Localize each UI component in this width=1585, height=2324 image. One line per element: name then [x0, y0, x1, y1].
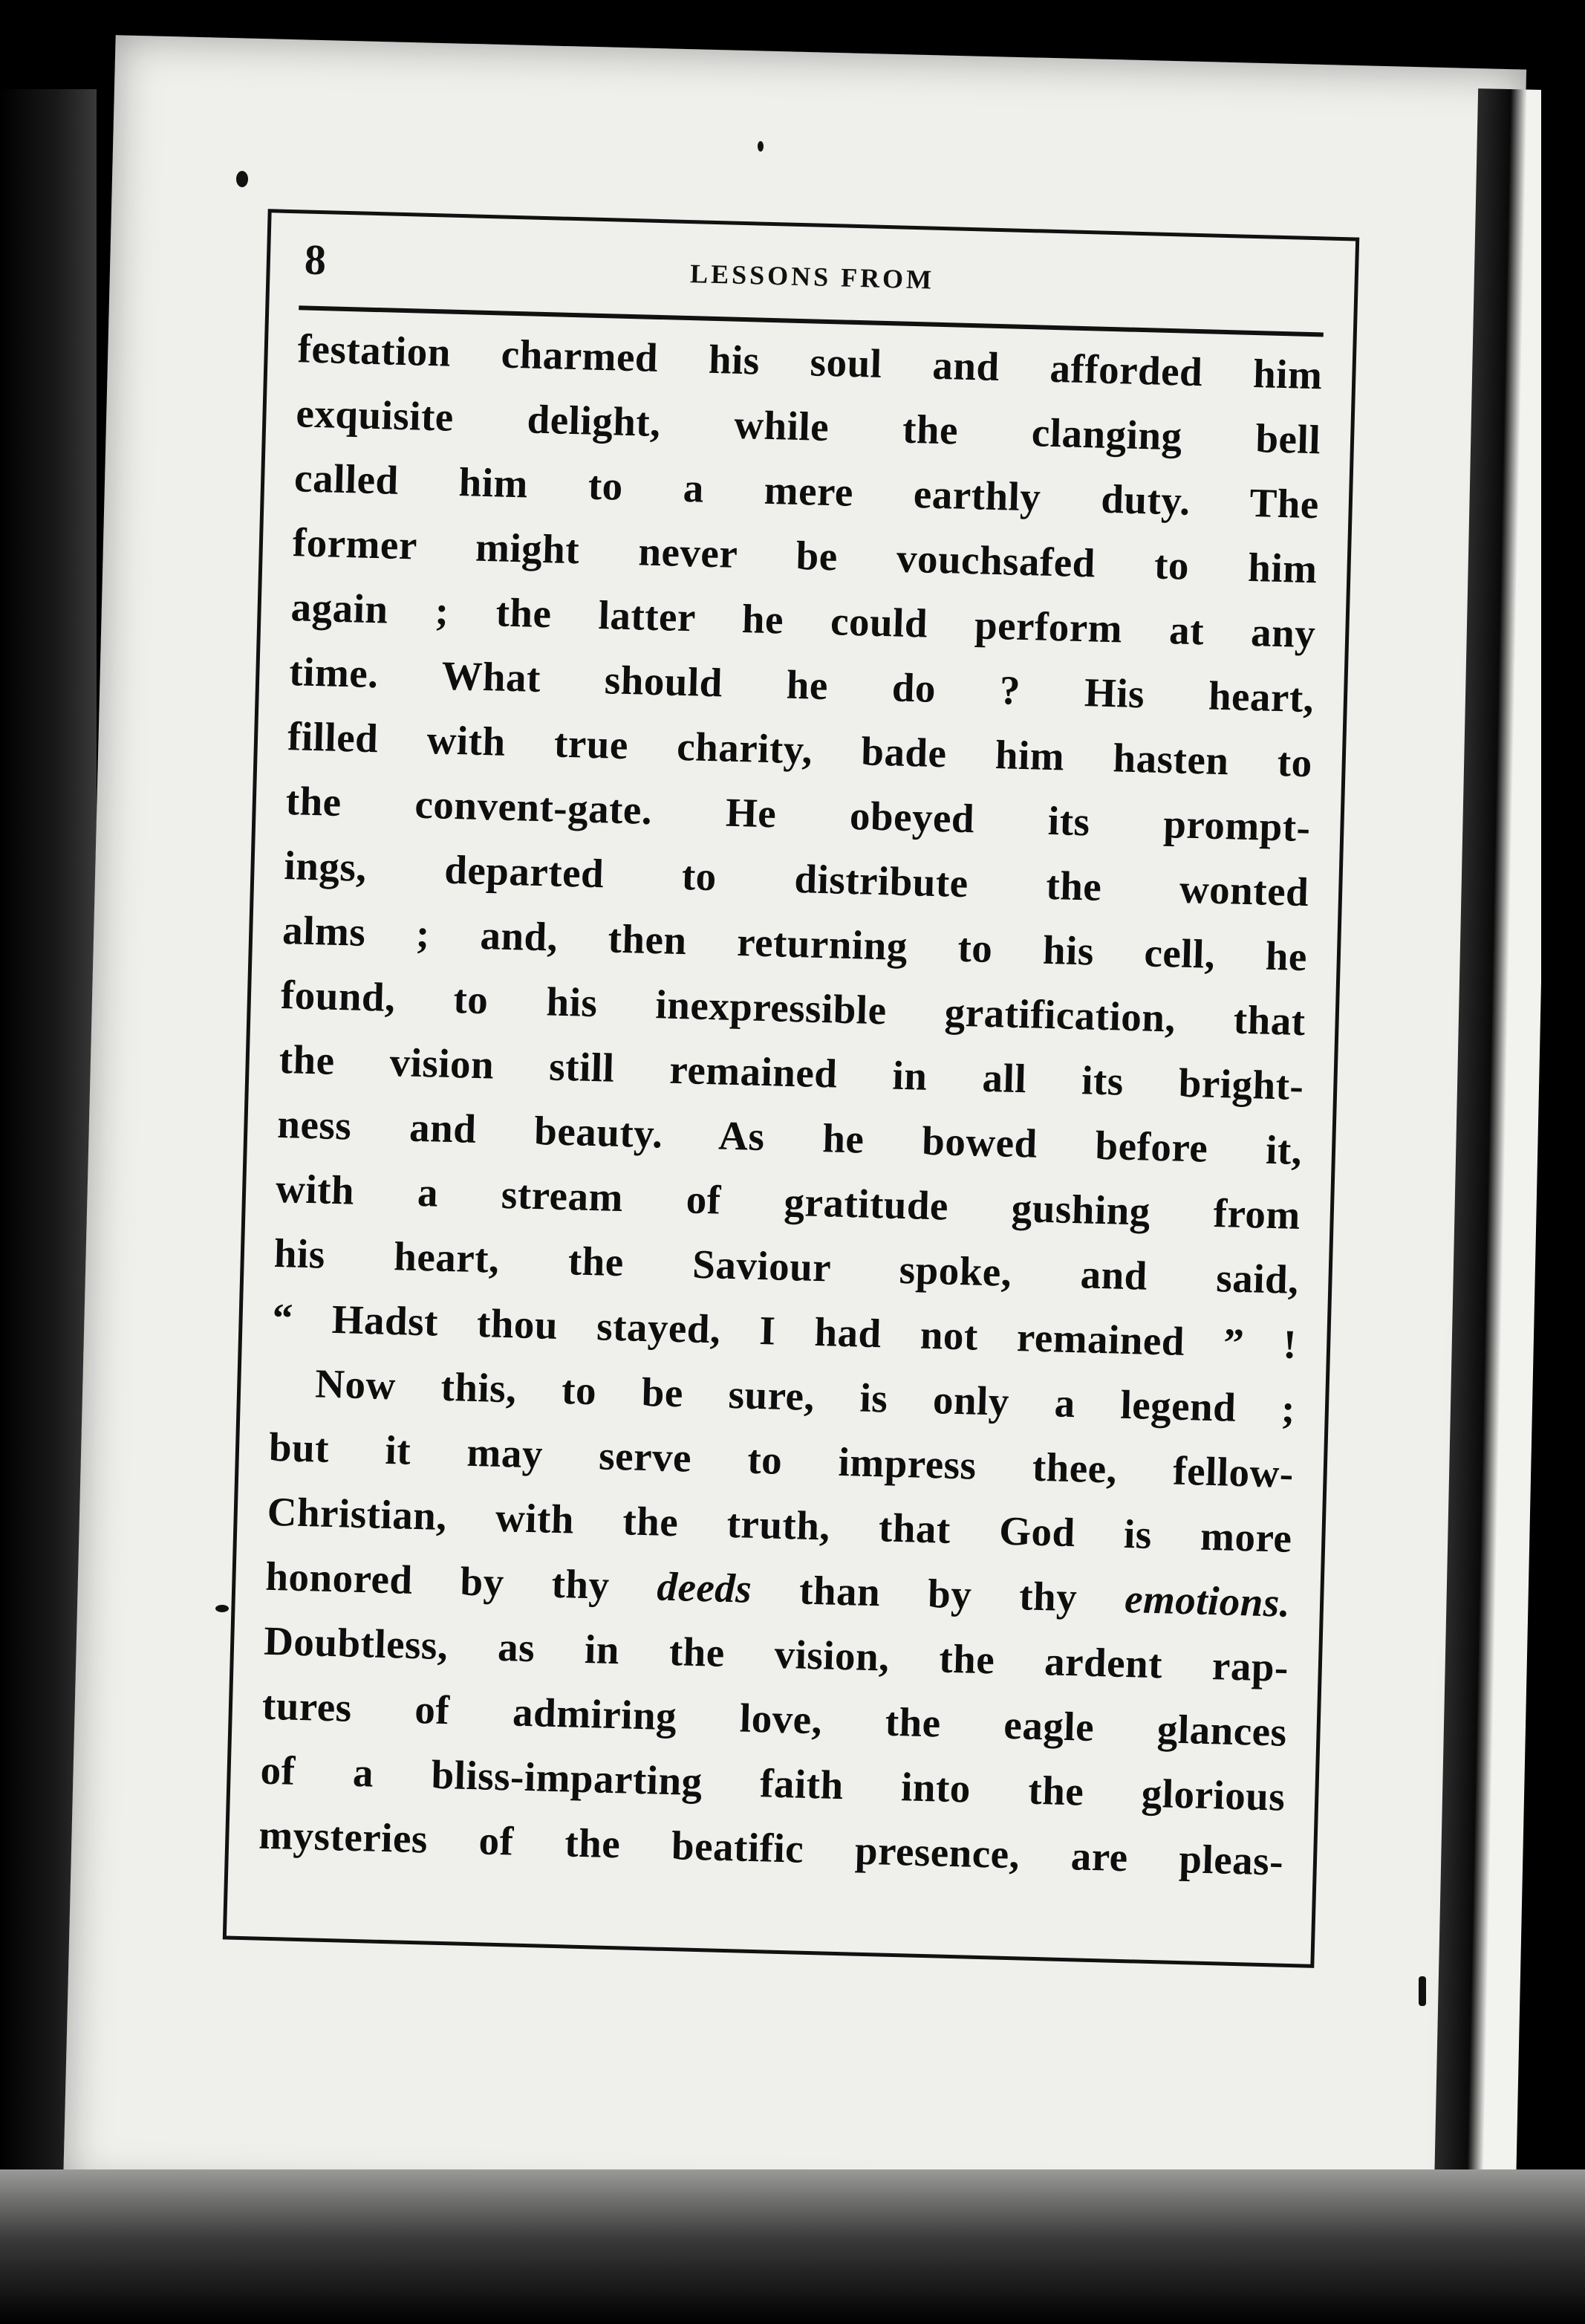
text-line: with a stream of gratitude gushing from	[275, 1165, 1301, 1238]
text-line: alms ; and, then returning to his cell, he	[281, 907, 1308, 980]
scan-bottom-border	[0, 2169, 1585, 2324]
text-line: the convent-gate. He obeyed its prompt-	[285, 778, 1312, 851]
text-line: “ Hadst thou stayed, I had not remained ” !	[271, 1294, 1298, 1367]
text-line: ness and beauty. As he bowed before it,	[276, 1100, 1303, 1174]
text-line: exquisite delight, while the clanging bell	[295, 390, 1321, 463]
ink-speck	[758, 141, 764, 152]
text-line: his heart, the Saviour spoke, and said,	[273, 1230, 1300, 1302]
text-line: found, to his inexpressible gratification, that	[280, 971, 1306, 1045]
text-line: mysteries of the beatific presence, are pleas-	[258, 1811, 1284, 1884]
text-line: time. What should he do ? His heart,	[288, 649, 1315, 721]
text-line: called him to a mere earthly duty. The	[293, 455, 1320, 528]
text-line: ings, departed to distribute the wonted	[283, 843, 1309, 915]
text-line: Doubtless, as in the vision, the ardent rap-	[263, 1617, 1289, 1690]
text-line: again ; the latter he could perform at any	[290, 584, 1317, 657]
text-line: Christian, with the truth, that God is more	[267, 1488, 1293, 1561]
paragraph	[258, 1350, 1296, 1894]
text-block-frame	[223, 209, 1359, 1968]
page-number: 8	[304, 235, 327, 285]
text-line: festation charmed his soul and afforded him	[297, 325, 1324, 398]
italic-word-emotions: emotions.	[1124, 1576, 1291, 1626]
text-line: of a bliss-imparting faith into the glorious	[259, 1747, 1286, 1820]
ink-speck	[1419, 1976, 1426, 2006]
running-head-title: LESSONS FROM	[689, 259, 935, 295]
text-line: filled with true charity, bade him hasten to	[287, 713, 1313, 786]
text-run: than by thy	[751, 1565, 1125, 1621]
scan-right-border	[1541, 0, 1585, 2324]
italic-word-deeds: deeds	[656, 1563, 753, 1611]
text-line: but it may serve to impress thee, fellow-	[268, 1424, 1295, 1496]
text-line: former might never be vouchsafed to him	[292, 519, 1318, 592]
text-line: tures of admiring love, the eagle glances	[261, 1682, 1288, 1755]
ink-speck	[215, 1605, 229, 1612]
text-line: Now this, to be sure, is only a legend ;	[314, 1360, 1296, 1432]
paragraph	[272, 316, 1324, 1377]
body-text	[258, 316, 1323, 1893]
text-run: honored by thy	[264, 1553, 658, 1609]
text-line: the vision still remained in all its bright-	[279, 1036, 1305, 1109]
ink-speck	[236, 171, 248, 187]
